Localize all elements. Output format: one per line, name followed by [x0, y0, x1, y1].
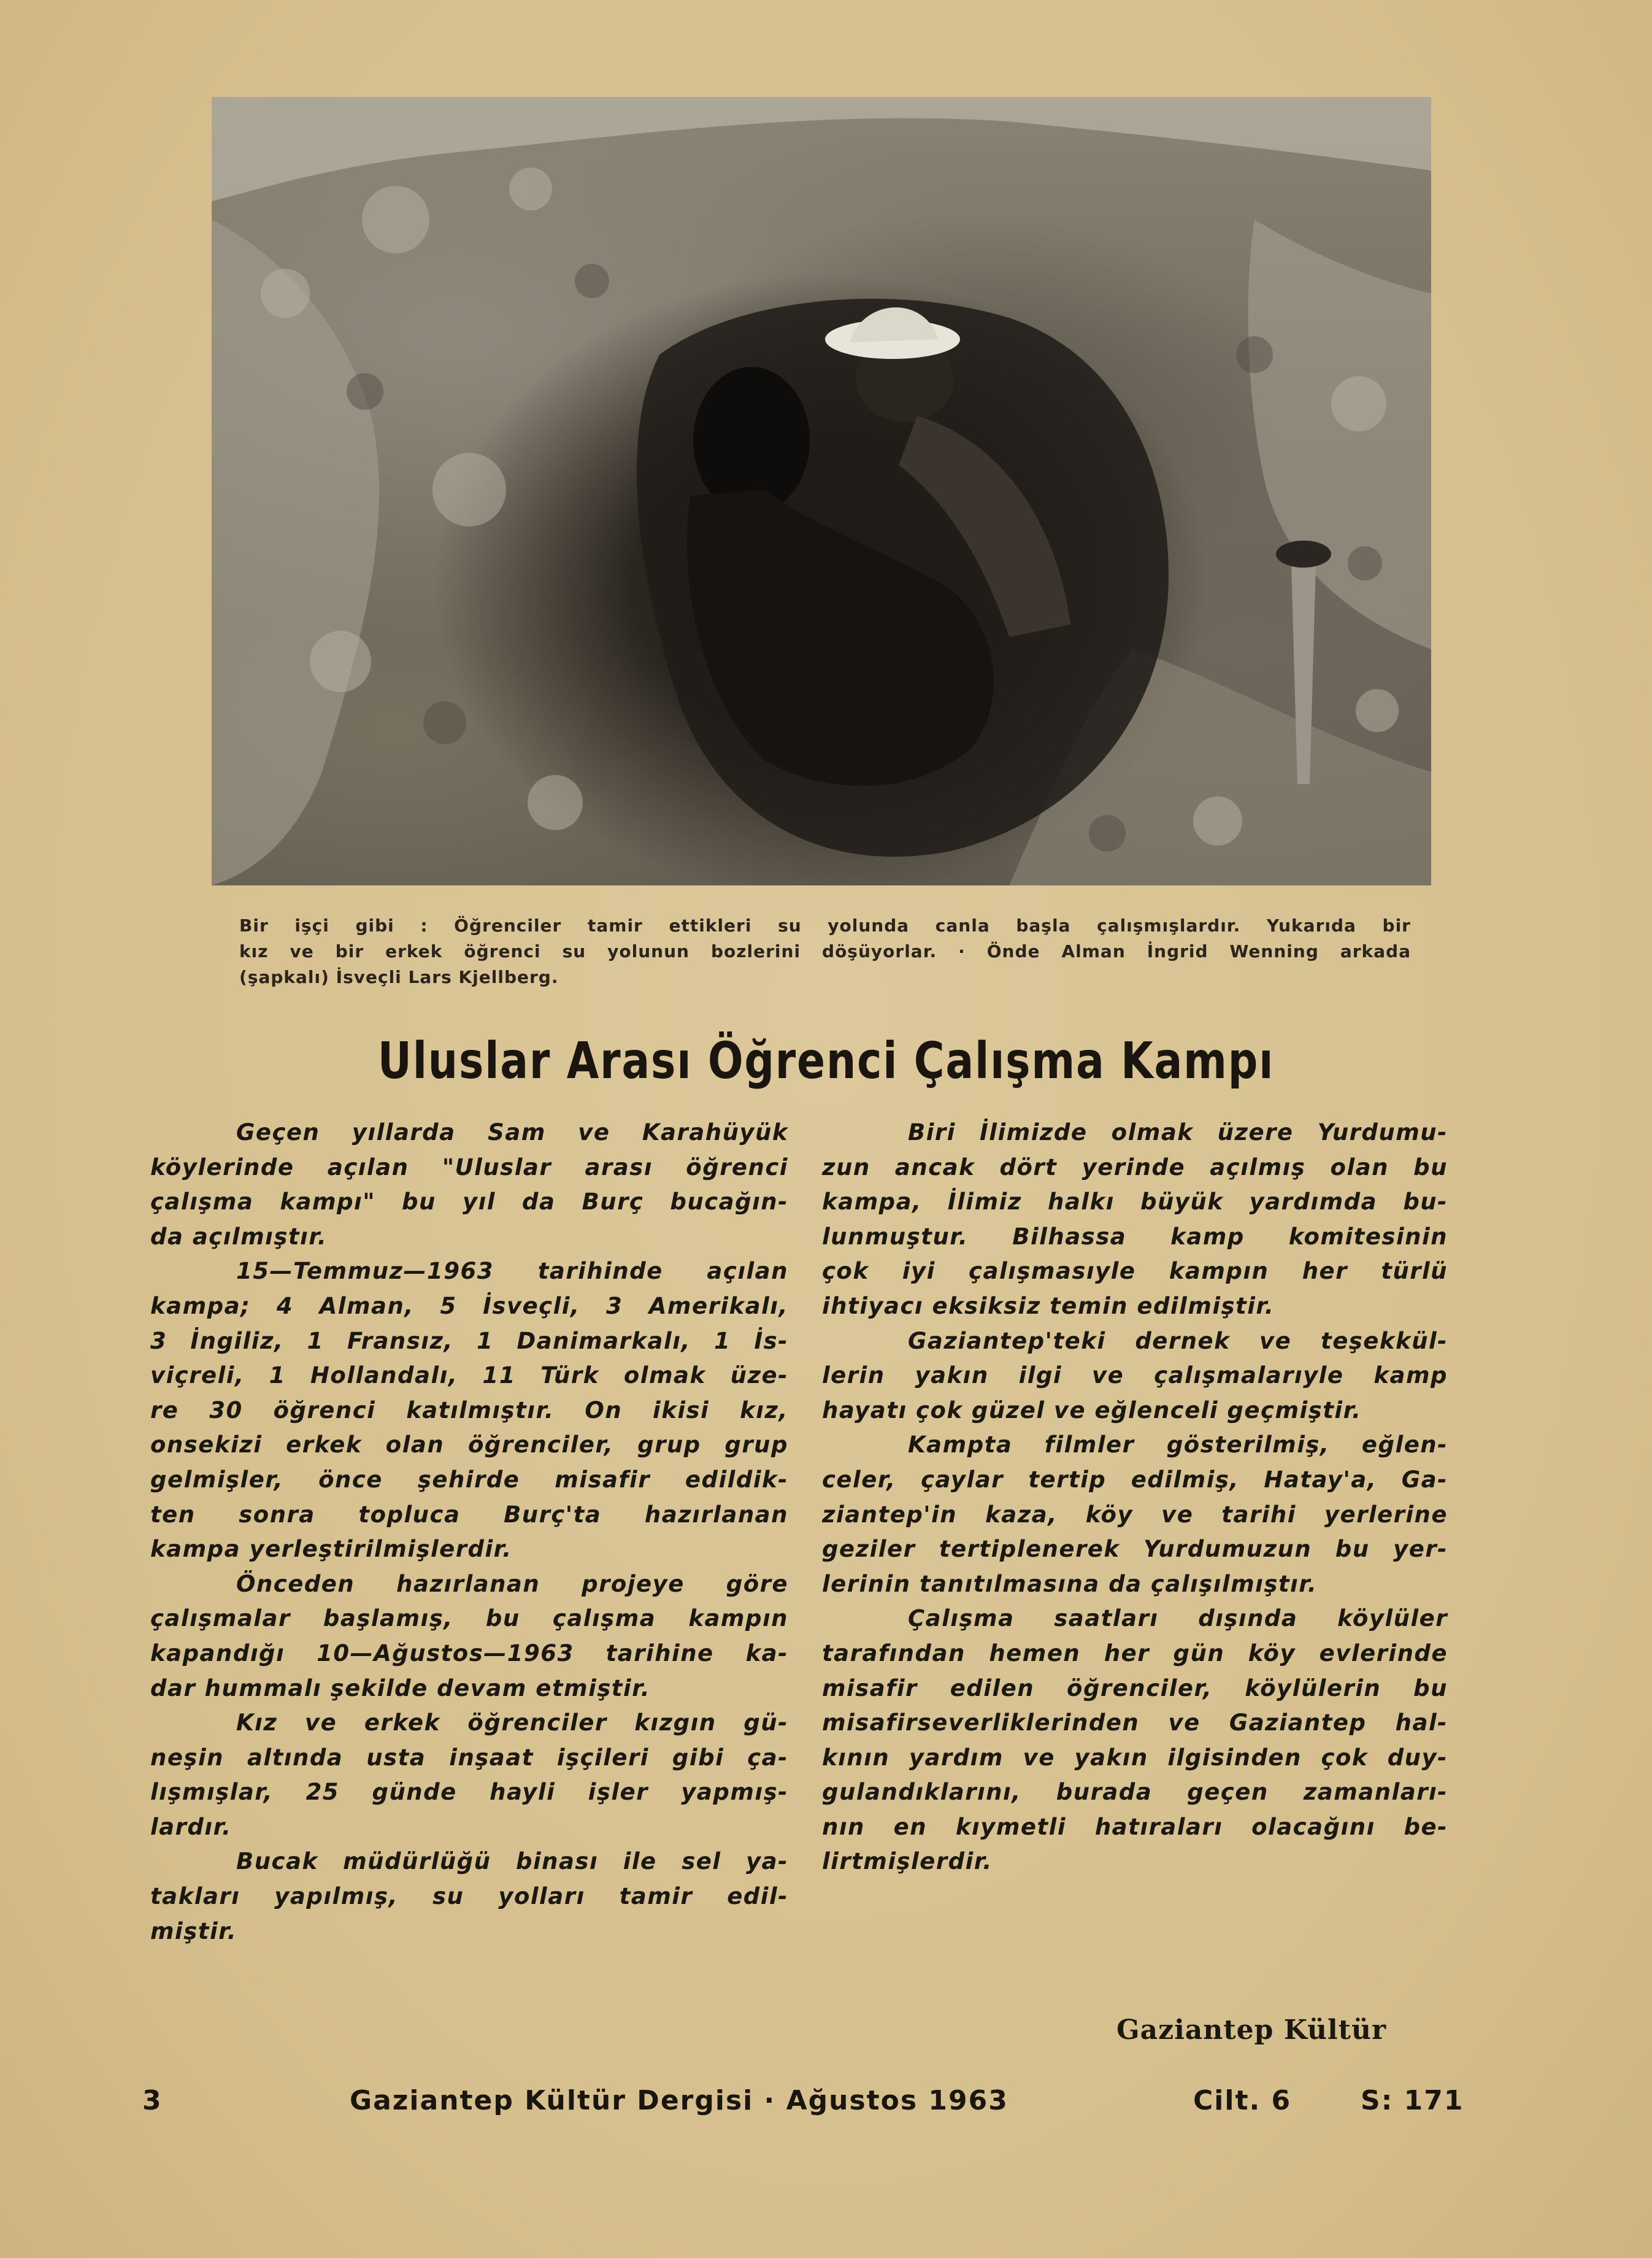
photo-caption — [239, 913, 1411, 990]
text-line: kapandığı 10—Ağustos—1963 tarihine ka- — [150, 1640, 788, 1667]
text-line: gulandıklarını, burada geçen zamanları- — [822, 1779, 1448, 1806]
page-number: 3 — [142, 2085, 163, 2116]
text-line: nın en kıymetli hatıraları olacağını be- — [822, 1813, 1448, 1840]
text-line: Çalışma saatları dışında köylüler — [908, 1605, 1448, 1632]
magazine-name: Gaziantep Kültür Dergisi · Ağustos 1963 — [350, 2085, 1008, 2116]
text-line: köylerinde açılan "Uluslar arası öğrenci — [150, 1154, 788, 1181]
article-title: Uluslar Arası Öğrenci Çalışma Kampı — [377, 1032, 1275, 1090]
text-line: ziantep'in kaza, köy ve tarihi yerlerine — [822, 1501, 1448, 1528]
text-line: dar hummalı şekilde devam etmiştir. — [150, 1674, 651, 1701]
text-line: neşin altında usta inşaat işçileri gibi ça- — [150, 1744, 788, 1771]
text-line: 15—Temmuz—1963 tarihinde açılan — [236, 1258, 788, 1285]
text-line: kının yardım ve yakın ilgisinden çok duy- — [822, 1744, 1448, 1771]
text-line: çok iyi çalışmasıyle kampın her türlü — [822, 1258, 1448, 1285]
text-line: lışmışlar, 25 günde hayli işler yapmış- — [150, 1779, 788, 1806]
right-column — [822, 1116, 1448, 1879]
text-line: miştir. — [150, 1917, 237, 1944]
text-line: takları yapılmış, su yolları tamir edil- — [150, 1883, 788, 1910]
text-line: çalışma kampı" bu yıl da Burç bucağın- — [150, 1189, 788, 1216]
text-line: Biri İlimizde olmak üzere Yurdumu- — [908, 1119, 1448, 1146]
text-line: ihtiyacı eksiksiz temin edilmiştir. — [822, 1292, 1275, 1319]
text-line: çalışmalar başlamış, bu çalışma kampın — [150, 1605, 788, 1632]
text-line: kampa yerleştirilmişlerdir. — [150, 1536, 512, 1563]
text-line: re 30 öğrenci katılmıştır. On ikisi kız, — [150, 1397, 788, 1424]
text-line: kampa; 4 Alman, 5 İsveçli, 3 Amerikalı, — [150, 1292, 788, 1319]
text-line: tarafından hemen her gün köy evlerinde — [822, 1640, 1448, 1667]
text-line: da açılmıştır. — [150, 1223, 328, 1250]
left-column — [150, 1116, 788, 1949]
text-line: onsekizi erkek olan öğrenciler, grup grup — [150, 1431, 788, 1458]
text-line: geziler tertiplenerek Yurdumuzun bu yer- — [822, 1536, 1448, 1563]
text-line: lerinin tanıtılmasına da çalışılmıştır. — [822, 1570, 1318, 1597]
text-line: 3 İngiliz, 1 Fransız, 1 Danimarkalı, 1 İs- — [150, 1327, 788, 1354]
text-line: misafir edilen öğrenciler, köylülerin bu — [822, 1674, 1448, 1701]
text-line: Kampta filmler gösterilmiş, eğlen- — [908, 1431, 1448, 1458]
volume-label: Cilt. 6 — [1193, 2085, 1292, 2116]
text-line: gelmişler, önce şehirde misafir edildik- — [150, 1466, 788, 1493]
excavation-photo-icon — [212, 97, 1431, 885]
caption-line: kız ve bir erkek öğrenci su yolunun bozlerini döşüyorlar. · Önde Alman İngrid Wenning arkada — [239, 941, 1411, 961]
text-line: viçreli, 1 Hollandalı, 11 Türk olmak üze- — [150, 1362, 788, 1389]
text-line: lerin yakın ilgi ve çalışmalarıyle kamp — [822, 1362, 1448, 1389]
photo-illustration — [212, 97, 1431, 885]
text-line: kampa, İlimiz halkı büyük yardımda bu- — [822, 1189, 1448, 1216]
text-line: hayatı çok güzel ve eğlenceli geçmiştir. — [822, 1397, 1362, 1424]
caption-line: (şapkalı) İsveçli Lars Kjellberg. — [239, 967, 559, 987]
text-line: misafirseverliklerinden ve Gaziantep hal- — [822, 1709, 1448, 1736]
text-line: Kız ve erkek öğrenciler kızgın gü- — [236, 1709, 788, 1736]
text-line: zun ancak dört yerinde açılmış olan bu — [822, 1154, 1448, 1181]
text-line: Önceden hazırlanan projeye göre — [236, 1570, 788, 1597]
issue-label: S: 171 — [1361, 2085, 1464, 2116]
text-line: Geçen yıllarda Sam ve Karahüyük — [236, 1119, 788, 1146]
text-line: Bucak müdürlüğü binası ile sel ya- — [236, 1848, 788, 1875]
caption-line: Bir işçi gibi : Öğrenciler tamir ettikleri su yolunda canla başla çalışmışlardır. Yukarıda bir — [239, 915, 1411, 936]
text-line: Gaziantep'teki dernek ve teşekkül- — [908, 1327, 1448, 1354]
article-signature: Gaziantep Kültür — [1116, 2014, 1387, 2046]
text-line: lirtmişlerdir. — [822, 1848, 993, 1875]
text-line: ten sonra topluca Burç'ta hazırlanan — [150, 1501, 788, 1528]
text-line: lunmuştur. Bilhassa kamp komitesinin — [822, 1223, 1448, 1250]
text-line: lardır. — [150, 1813, 232, 1840]
text-line: celer, çaylar tertip edilmiş, Hatay'a, Ga- — [822, 1466, 1448, 1493]
